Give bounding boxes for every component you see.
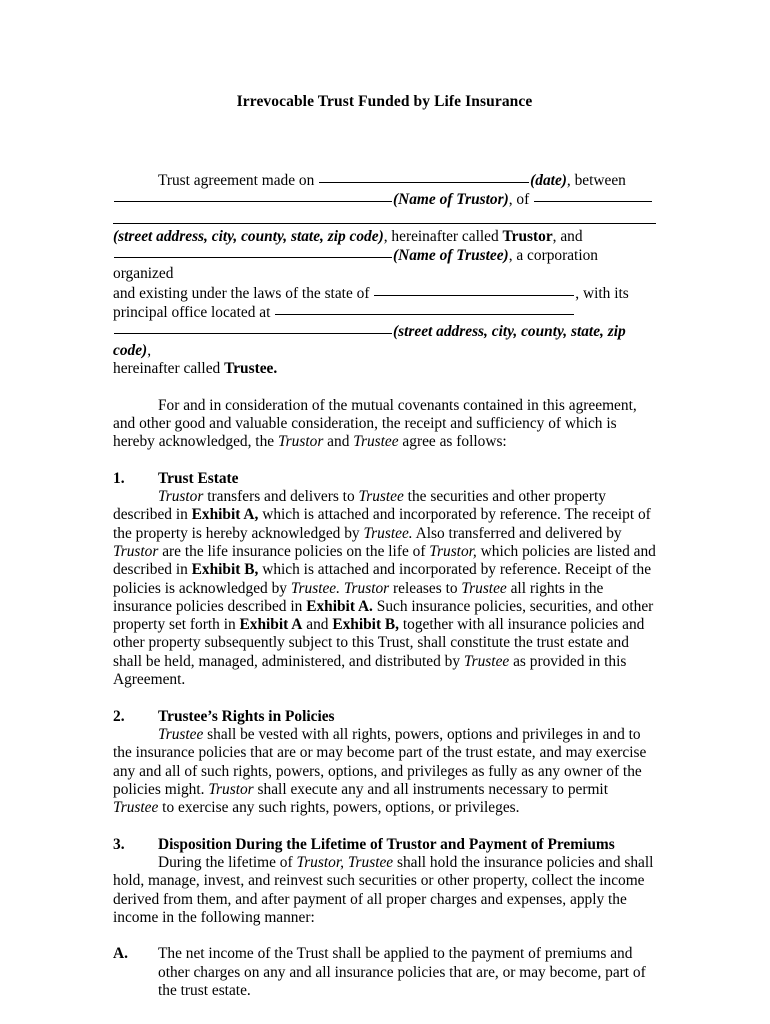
text-run: Trustor, <box>429 542 477 560</box>
text-run: Trustee <box>463 652 510 670</box>
trustor-address-fill-rule-b[interactable] <box>113 210 656 228</box>
trustor-name-label: (Name of Trustor) <box>393 191 509 209</box>
section-1-title: Trust Estate <box>158 469 239 487</box>
text-run: Trustee. <box>363 524 413 542</box>
text-run: to exercise any such rights, powers, options, or privileges. <box>158 799 520 817</box>
text-run: Exhibit A <box>239 616 303 634</box>
section-2-body <box>113 726 656 817</box>
preamble-line-2 <box>113 190 656 209</box>
preamble-state-lead: and existing under the laws of the state of <box>113 284 374 302</box>
preamble-office-lead: principal office located at <box>113 304 275 322</box>
preamble-line-6 <box>113 303 656 322</box>
trustor-address-fill-rule-a[interactable] <box>534 190 652 202</box>
section-1-body <box>113 488 656 689</box>
text-run: which is attached and incorporated by reference. Receipt of the policies is acknowledged by <box>113 561 652 597</box>
text-run: Trustor, Trustee <box>296 853 394 871</box>
spacer-before-consideration <box>113 378 656 396</box>
state-fill-rule[interactable] <box>374 284 574 296</box>
section-1-number: 1. <box>113 469 125 487</box>
text-run: releases to <box>389 579 462 597</box>
preamble-line8-lead: hereinafter called <box>113 359 225 377</box>
consideration-paragraph <box>113 397 656 452</box>
preamble-line-7 <box>113 322 656 360</box>
consideration-trustor: Trustor <box>277 433 324 451</box>
text-run: Trustee <box>158 725 204 743</box>
subsection-a-letter: A. <box>113 945 128 963</box>
text-run: Exhibit B, <box>191 561 259 579</box>
preamble-line-8 <box>113 360 656 378</box>
text-run: shall hold the insurance policies and shall hold, manage, invest, and reinvest such securities or other property, collect the income derived from them, and after payment of all proper charges and expenses, apply the income in the following manner: <box>113 853 654 926</box>
preamble-of-text: , of <box>508 191 534 209</box>
text-run: During the lifetime of <box>158 853 297 871</box>
text-run: Also transferred and delivered by <box>412 524 622 542</box>
section-3-body <box>113 854 656 927</box>
section-3-title: Disposition During the Lifetime of Trustor and Payment of Premiums <box>158 835 615 853</box>
subsection-a-text: The net income of the Trust shall be applied to the payment of premiums and other charges on any and all insurance policies that are, or may become, part of the trust estate. <box>158 945 646 1000</box>
text-run: which is attached and incorporated by reference. The receipt of the property is hereby acknowledged by <box>113 506 651 542</box>
text-run: which policies are listed and described in <box>113 542 656 579</box>
preamble-line4-tail: , a corporation organized <box>113 247 599 283</box>
spacer-before-section-3 <box>113 817 656 835</box>
text-run: transfers and delivers to <box>203 488 359 506</box>
text-run: the securities and other property described in <box>113 488 606 524</box>
preamble-block <box>113 171 656 378</box>
page-title: Irrevocable Trust Funded by Life Insurance <box>236 93 533 110</box>
consideration-part2: agree as follows: <box>398 433 507 451</box>
trustee-name-fill-rule[interactable] <box>114 246 392 258</box>
office-address-fill-rule-b[interactable] <box>114 322 392 334</box>
consideration-trustee: Trustee <box>353 433 399 451</box>
text-run: shall be vested with all rights, powers, options and privileges in and to the insurance policies that are or may become part of the trust estate, and may exercise any and all of such rights, powers, options, and privileges as fully as any owner of the policies might. <box>113 725 647 798</box>
date-label: (date) <box>530 172 567 189</box>
text-run: Trustee <box>461 579 507 597</box>
consideration-part1: For and in consideration of the mutual covenants contained in this agreement, and other good and valuable consideration, the receipt and sufficiency of which is hereby acknowledged, the <box>113 396 637 451</box>
section-3-subsection-a <box>113 945 656 1000</box>
preamble-line-5 <box>113 284 656 303</box>
trustor-name-fill-rule[interactable] <box>114 190 392 202</box>
text-run: Trustee <box>358 488 404 506</box>
full-width-rule <box>113 223 656 224</box>
text-run: Such insurance policies, securities, and other property set forth in <box>113 597 654 634</box>
preamble-line-3 <box>113 228 656 246</box>
section-1-heading <box>113 470 656 488</box>
text-run: Exhibit A, <box>191 506 259 524</box>
office-address-fill-rule-a[interactable] <box>275 303 574 315</box>
text-run: all rights in the insurance policies described in <box>113 579 604 615</box>
text-run: Exhibit A. <box>306 597 373 615</box>
text-run: shall execute any and all instruments necessary to permit <box>253 780 608 798</box>
trustee-address-label: (street address, city, county, state, zip code) <box>113 323 626 359</box>
text-run: Trustor <box>113 542 159 560</box>
preamble-line3-post: , and <box>552 227 583 245</box>
section-3-number: 3. <box>113 835 125 853</box>
text-run: and <box>302 616 333 634</box>
title-spacer <box>113 111 656 171</box>
section-2-heading <box>113 708 656 726</box>
section-2-title: Trustee’s Rights in Policies <box>158 707 335 725</box>
text-run: are the life insurance policies on the life of <box>158 542 430 560</box>
trustor-word: Trustor <box>502 227 553 245</box>
text-run: Trustee <box>113 799 159 817</box>
date-fill-rule[interactable] <box>319 171 529 183</box>
spacer-before-subsection-a <box>113 927 656 945</box>
trustee-name-label: (Name of Trustee) <box>393 247 509 265</box>
spacer-before-section-1 <box>113 451 656 469</box>
trustor-address-label: (street address, city, county, state, zip code) <box>113 227 384 245</box>
preamble-line-1 <box>113 171 656 190</box>
section-2-number: 2. <box>113 707 125 725</box>
document-body <box>113 0 656 1000</box>
consideration-and: and <box>323 433 354 451</box>
preamble-line7-tail: , <box>147 341 152 359</box>
preamble-line-4 <box>113 246 656 284</box>
text-run: Trustee. Trustor <box>290 579 390 597</box>
preamble-lead-text: Trust agreement made on <box>158 172 319 189</box>
preamble-line1-tail: , between <box>566 172 626 189</box>
preamble-line5-tail: , with its <box>575 284 629 302</box>
preamble-line3-pre: , hereinafter called <box>383 227 503 245</box>
text-run: Trustor <box>208 780 254 798</box>
text-run: Exhibit B, <box>332 616 400 634</box>
section-3-heading <box>113 836 656 854</box>
text-run: as provided in this Agreement. <box>113 652 627 689</box>
text-run: together with all insurance policies and other property subsequently subject to this Trust, shall constitute the trust estate and shall be held, managed, administered, and distributed by <box>113 616 645 670</box>
text-run: Trustor <box>158 488 204 506</box>
trustee-word: Trustee. <box>224 359 278 377</box>
spacer-before-section-2 <box>113 689 656 707</box>
